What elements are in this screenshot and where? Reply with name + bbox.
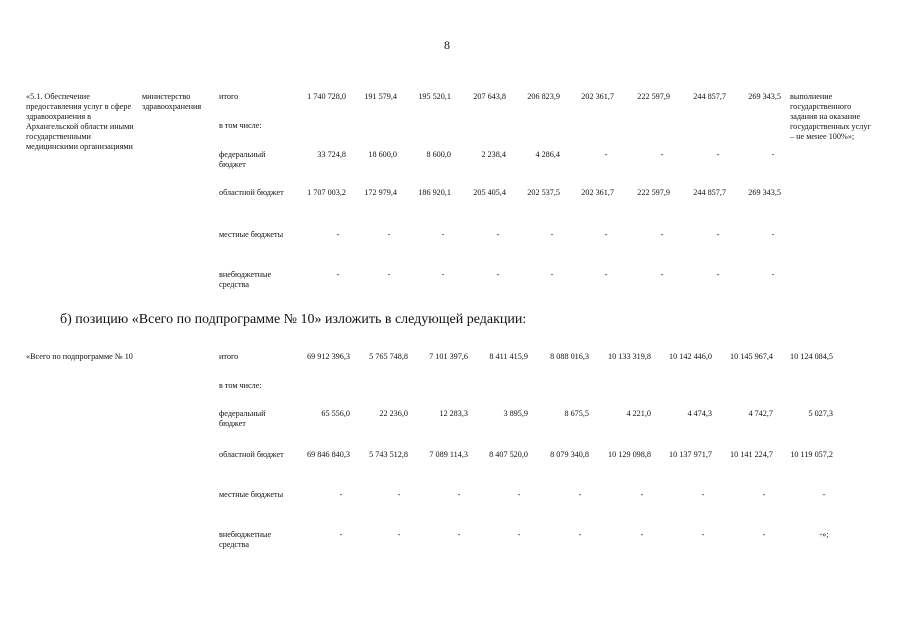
table-cell: - bbox=[762, 490, 766, 499]
table-cell: 206 823,9 bbox=[527, 92, 560, 101]
table-cell: 69 912 396,3 bbox=[307, 352, 350, 361]
table-cell: 10 145 967,4 bbox=[730, 352, 773, 361]
table-cell: - bbox=[660, 270, 664, 279]
table-cell: - bbox=[336, 270, 340, 279]
table-cell: 269 343,5 bbox=[748, 188, 781, 197]
table-cell: 205 405,4 bbox=[473, 188, 506, 197]
table-cell: 202 361,7 bbox=[581, 92, 614, 101]
table-cell: - bbox=[660, 150, 664, 159]
table-cell: 10 137 971,7 bbox=[669, 450, 712, 459]
executor-text: министерство здравоохранения bbox=[142, 92, 202, 111]
table-cell: - bbox=[387, 270, 391, 279]
table-cell: 10 142 446,0 bbox=[669, 352, 712, 361]
result-text: выполнение государственного задания на оказание государственных услуг – не менее 100%»; bbox=[790, 92, 871, 141]
row-label: федеральный бюджет bbox=[219, 409, 266, 428]
table-cell: 10 124 084,5 bbox=[790, 352, 833, 361]
row-label: итого bbox=[219, 92, 239, 101]
table-cell: 4 742,7 bbox=[748, 409, 773, 418]
table-cell: 12 283,3 bbox=[439, 409, 468, 418]
table-cell: 269 343,5 bbox=[748, 92, 781, 101]
table-cell: 5 743 512,8 bbox=[369, 450, 408, 459]
table-cell: 10 141 224,7 bbox=[730, 450, 773, 459]
table-cell: - bbox=[604, 230, 608, 239]
table-cell: 8 407 520,0 bbox=[489, 450, 528, 459]
table-cell: 195 520,1 bbox=[418, 92, 451, 101]
table-cell: - bbox=[771, 230, 775, 239]
table-cell: 202 537,5 bbox=[527, 188, 560, 197]
table-cell: - bbox=[822, 490, 826, 499]
table-cell: - bbox=[604, 150, 608, 159]
table-cell: - bbox=[339, 490, 343, 499]
row-label: внебюджетные средства bbox=[219, 270, 272, 289]
table-cell: - bbox=[716, 270, 720, 279]
table-cell: 10 119 057,2 bbox=[790, 450, 833, 459]
row-label: местные бюджеты bbox=[219, 490, 284, 499]
row-label: в том числе: bbox=[219, 381, 262, 390]
table-cell: 8 088 016,3 bbox=[550, 352, 589, 361]
table-cell: 8 675,5 bbox=[564, 409, 589, 418]
table-cell: 18 600,0 bbox=[368, 150, 397, 159]
table-cell: - bbox=[716, 150, 720, 159]
table-cell: - bbox=[496, 270, 500, 279]
table-cell: 3 895,9 bbox=[503, 409, 528, 418]
table-cell: - bbox=[441, 230, 445, 239]
table-cell: - bbox=[387, 230, 391, 239]
table-cell: - bbox=[771, 270, 775, 279]
row-label: местные бюджеты bbox=[219, 230, 284, 239]
row-label: областной бюджет bbox=[219, 450, 284, 459]
table-cell: - bbox=[336, 230, 340, 239]
table-cell: -»; bbox=[819, 530, 829, 539]
table-cell: - bbox=[517, 490, 521, 499]
table-cell: 10 129 098,8 bbox=[608, 450, 651, 459]
table-cell: - bbox=[339, 530, 343, 539]
table-cell: 202 361,7 bbox=[581, 188, 614, 197]
table-cell: 7 101 397,6 bbox=[429, 352, 468, 361]
row-label: в том числе: bbox=[219, 121, 262, 130]
table-cell: 222 597,9 bbox=[637, 92, 670, 101]
table-cell: 1 740 728,0 bbox=[307, 92, 346, 101]
table-cell: 7 089 114,3 bbox=[429, 450, 468, 459]
measure-text: «5.1. Обеспечение предоставления услуг в сфере здравоохранения в Архангельской области иными государственными медицинскими организациями bbox=[26, 92, 134, 151]
table-cell: - bbox=[441, 270, 445, 279]
page-number: 8 bbox=[444, 38, 450, 52]
table-cell: - bbox=[771, 150, 775, 159]
table-cell: - bbox=[604, 270, 608, 279]
table-cell: 1 707 003,2 bbox=[307, 188, 346, 197]
table-cell: - bbox=[550, 270, 554, 279]
row-label: областной бюджет bbox=[219, 188, 284, 197]
row-label: федеральный бюджет bbox=[219, 150, 266, 169]
table-cell: - bbox=[457, 530, 461, 539]
row-label: итого bbox=[219, 352, 239, 361]
measure-text: «Всего по подпрограмме № 10 bbox=[26, 352, 133, 361]
table-cell: 65 556,0 bbox=[321, 409, 350, 418]
table-cell: 22 236,0 bbox=[379, 409, 408, 418]
table-cell: - bbox=[762, 530, 766, 539]
table-cell: - bbox=[517, 530, 521, 539]
table-cell: 33 724,8 bbox=[317, 150, 346, 159]
table-cell: - bbox=[660, 230, 664, 239]
table-cell: 186 920,1 bbox=[418, 188, 451, 197]
table-cell: 191 579,4 bbox=[364, 92, 397, 101]
row-label: внебюджетные средства bbox=[219, 530, 272, 549]
table-cell: - bbox=[397, 530, 401, 539]
table-cell: - bbox=[701, 490, 705, 499]
section-b-heading: б) позицию «Всего по подпрограмме № 10» изложить в следующей редакции: bbox=[60, 312, 527, 327]
table-cell: 8 079 340,8 bbox=[550, 450, 589, 459]
table-cell: - bbox=[701, 530, 705, 539]
table-cell: 4 474,3 bbox=[687, 409, 712, 418]
table-cell: - bbox=[550, 230, 554, 239]
table-cell: 244 857,7 bbox=[693, 92, 726, 101]
table-cell: 8 411 415,9 bbox=[489, 352, 528, 361]
table-cell: - bbox=[578, 490, 582, 499]
table-cell: - bbox=[496, 230, 500, 239]
table-cell: 222 597,9 bbox=[637, 188, 670, 197]
table-cell: - bbox=[457, 490, 461, 499]
table-cell: 4 221,0 bbox=[626, 409, 651, 418]
table-cell: 4 286,4 bbox=[535, 150, 560, 159]
table-cell: 207 643,8 bbox=[473, 92, 506, 101]
table-cell: - bbox=[640, 530, 644, 539]
table-cell: 244 857,7 bbox=[693, 188, 726, 197]
table-cell: 2 238,4 bbox=[481, 150, 506, 159]
table-cell: - bbox=[578, 530, 582, 539]
table-cell: - bbox=[716, 230, 720, 239]
table-cell: - bbox=[397, 490, 401, 499]
table-cell: 10 133 319,8 bbox=[608, 352, 651, 361]
table-cell: - bbox=[640, 490, 644, 499]
table-cell: 8 600,0 bbox=[426, 150, 451, 159]
table-cell: 5 027,3 bbox=[808, 409, 833, 418]
table-cell: 172 979,4 bbox=[364, 188, 397, 197]
table-cell: 5 765 748,8 bbox=[369, 352, 408, 361]
table-cell: 69 846 840,3 bbox=[307, 450, 350, 459]
